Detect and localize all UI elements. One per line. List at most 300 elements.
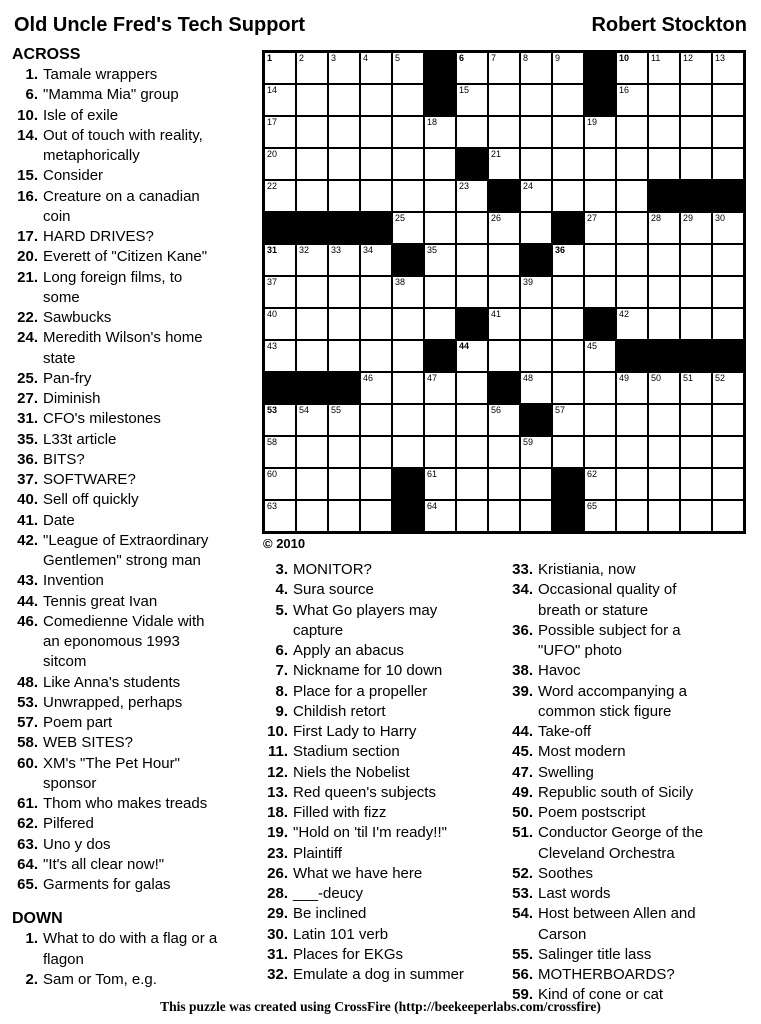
grid-cell[interactable] [329,437,359,467]
grid-cell[interactable] [297,501,327,531]
grid-cell[interactable] [713,117,743,147]
grid-cell[interactable] [457,405,487,435]
grid-cell[interactable] [393,149,423,179]
grid-cell[interactable] [617,117,647,147]
grid-cell[interactable] [585,405,615,435]
grid-cell[interactable] [329,309,359,339]
clue-text: SOFTWARE? [43,471,136,488]
grid-cell[interactable] [361,277,391,307]
grid-cell[interactable] [553,437,583,467]
across-clue-item [12,65,227,85]
grid-cell[interactable] [681,373,711,403]
grid-cell[interactable] [681,309,711,339]
grid-cell[interactable] [713,405,743,435]
grid-cell[interactable] [361,117,391,147]
grid-cell[interactable] [617,181,647,211]
grid-cell[interactable] [329,501,359,531]
clue-number: 1. [25,66,38,83]
grid-cell[interactable] [713,245,743,275]
clue-number: 2. [25,970,38,988]
grid-cell[interactable] [713,149,743,179]
grid-cell[interactable] [553,117,583,147]
clue-text: Red queen's subjects [293,783,436,801]
across-clue-item [12,673,227,693]
grid-cell[interactable] [713,85,743,115]
grid-cell[interactable] [361,181,391,211]
grid-cell-black [713,341,743,371]
grid-cell[interactable] [713,53,743,83]
grid-cell-number: 63 [267,501,278,511]
grid-cell[interactable] [713,309,743,339]
grid-cell[interactable] [425,213,455,243]
grid-cell[interactable] [617,53,647,83]
grid-cell[interactable] [489,85,519,115]
grid-cell[interactable] [425,405,455,435]
clue-text: MONITOR? [293,561,372,578]
grid-cell[interactable] [617,149,647,179]
down-clue-item [507,783,722,803]
clue-text: HARD DRIVES? [43,228,154,245]
grid-cell-black [457,309,487,339]
grid-cell[interactable] [329,245,359,275]
grid-cell[interactable] [713,469,743,499]
grid-cell[interactable] [681,277,711,307]
grid-cell[interactable] [681,53,711,83]
grid-cell[interactable] [681,501,711,531]
grid-cell[interactable] [521,213,551,243]
grid-cell-number: 2 [299,53,305,63]
grid-cell[interactable] [681,213,711,243]
grid-cell-black [489,181,519,211]
grid-cell[interactable] [425,501,455,531]
grid-cell[interactable] [585,469,615,499]
grid-cell[interactable] [457,117,487,147]
grid-cell[interactable] [457,341,487,371]
grid-cell[interactable] [489,53,519,83]
across-clue-item [12,490,227,510]
grid-cell[interactable] [489,213,519,243]
grid-cell[interactable] [425,373,455,403]
grid-cell[interactable] [681,437,711,467]
grid-cell[interactable] [489,469,519,499]
clue-number: 37. [17,471,38,488]
grid-cell[interactable] [457,53,487,83]
down-clue-item [507,965,722,985]
clue-text: Plaintiff [293,844,342,862]
grid-cell[interactable] [457,469,487,499]
grid-cell[interactable] [713,277,743,307]
grid-cell[interactable] [649,277,679,307]
grid-cell[interactable] [521,341,551,371]
down-clue-item [507,580,722,621]
grid-cell[interactable] [265,405,295,435]
grid-cell[interactable] [265,437,295,467]
grid-cell[interactable] [297,85,327,115]
clue-number: 36. [17,450,38,468]
clue-number: 9. [275,702,288,720]
grid-cell[interactable] [361,245,391,275]
grid-cell[interactable] [265,501,295,531]
grid-cell-black [713,181,743,211]
grid-cell-black [521,405,551,435]
grid-cell[interactable] [521,85,551,115]
grid-cell[interactable] [265,277,295,307]
grid-cell[interactable] [393,85,423,115]
grid-cell[interactable] [489,437,519,467]
grid-cell[interactable] [649,149,679,179]
grid-cell[interactable] [393,373,423,403]
grid-cell-number: 64 [427,501,438,511]
grid-cell-number: 18 [427,117,438,127]
copyright-notice: © 2010 [263,536,306,551]
grid-cell[interactable] [649,213,679,243]
grid-cell-black [521,245,551,275]
grid-cell-black [553,213,583,243]
grid-cell[interactable] [617,309,647,339]
grid-cell[interactable] [329,117,359,147]
clue-text: Garments for galas [43,876,171,893]
grid-cell[interactable] [489,117,519,147]
down-clue-item [262,661,477,681]
grid-cell[interactable] [553,405,583,435]
grid-cell[interactable] [265,341,295,371]
clue-number: 31. [267,945,288,963]
grid-cell[interactable] [649,85,679,115]
clue-number: 10. [17,106,38,124]
grid-cell[interactable] [297,277,327,307]
grid-cell[interactable] [329,277,359,307]
grid-cell[interactable] [393,437,423,467]
grid-cell[interactable] [649,437,679,467]
clue-number: 27. [17,390,38,407]
grid-cell[interactable] [297,437,327,467]
grid-cell[interactable] [361,405,391,435]
clue-text: Kind of cone or cat [538,986,664,1004]
grid-cell[interactable] [425,437,455,467]
grid-cell[interactable] [713,373,743,403]
grid-cell[interactable] [553,277,583,307]
grid-cell[interactable] [713,213,743,243]
grid-cell[interactable] [265,85,295,115]
grid-cell[interactable] [361,469,391,499]
grid-cell[interactable] [489,149,519,179]
grid-cell[interactable] [297,469,327,499]
clue-number: 21. [17,268,38,286]
grid-cell[interactable] [521,501,551,531]
grid-cell[interactable] [649,373,679,403]
grid-cell[interactable] [617,85,647,115]
down-clue-item [262,945,477,965]
grid-cell-number: 46 [363,373,374,383]
clue-text: Poem postscript [538,804,646,821]
grid-cell[interactable] [713,501,743,531]
grid-cell[interactable] [329,53,359,83]
grid-cell[interactable] [521,117,551,147]
grid-cell[interactable] [329,149,359,179]
across-clue-item [12,328,227,369]
down-clue-item [507,864,722,884]
down-clue-item [262,803,477,823]
grid-cell[interactable] [585,213,615,243]
clue-number: 8. [275,682,288,700]
grid-cell[interactable] [553,85,583,115]
clue-number: 16. [17,187,38,205]
down-clue-item [507,560,722,580]
grid-cell-number: 49 [619,373,630,383]
grid-cell[interactable] [585,181,615,211]
grid-cell[interactable] [425,277,455,307]
grid-cell[interactable] [553,53,583,83]
grid-cell[interactable] [521,373,551,403]
grid-cell[interactable] [329,85,359,115]
grid-cell[interactable] [329,341,359,371]
grid-cell[interactable] [585,341,615,371]
grid-cell[interactable] [457,501,487,531]
grid-cell[interactable] [681,85,711,115]
grid-cell-number: 53 [267,405,278,415]
across-clue-item [12,733,227,753]
grid-cell[interactable] [361,309,391,339]
grid-cell[interactable] [393,53,423,83]
grid-cell[interactable] [681,405,711,435]
grid-cell[interactable] [489,341,519,371]
grid-cell[interactable] [617,501,647,531]
grid-cell[interactable] [649,53,679,83]
grid-cell[interactable] [393,341,423,371]
grid-cell[interactable] [265,149,295,179]
grid-cell[interactable] [329,181,359,211]
grid-cell[interactable] [489,245,519,275]
grid-cell[interactable] [297,53,327,83]
grid-cell[interactable] [361,373,391,403]
grid-cell-number: 25 [395,213,406,223]
grid-cell[interactable] [585,149,615,179]
grid-cell[interactable] [265,117,295,147]
grid-cell[interactable] [585,117,615,147]
grid-cell-black [265,213,295,243]
clue-text: BITS? [43,450,85,468]
grid-cell[interactable] [425,309,455,339]
grid-cell[interactable] [617,437,647,467]
down-clue-item [262,580,477,600]
grid-cell[interactable] [457,245,487,275]
grid-cell[interactable] [265,181,295,211]
clue-number: 10. [267,723,288,740]
grid-cell[interactable] [361,437,391,467]
clue-text: Unwrapped, perhaps [43,693,183,711]
clue-text: Poem part [43,714,113,731]
grid-cell-number: 42 [619,309,630,319]
clue-text: Havoc [538,662,581,680]
grid-cell[interactable] [681,469,711,499]
clue-text: Pilfered [43,815,94,833]
grid-cell[interactable] [617,373,647,403]
grid-cell[interactable] [457,373,487,403]
grid-cell-black [617,341,647,371]
grid-cell[interactable] [489,501,519,531]
grid-cell[interactable] [329,405,359,435]
grid-cell[interactable] [681,149,711,179]
grid-cell[interactable] [425,181,455,211]
clue-number: 49. [512,783,533,801]
grid-cell[interactable] [521,437,551,467]
grid-cell[interactable] [265,53,295,83]
grid-cell-number: 11 [651,53,661,63]
grid-cell[interactable] [265,309,295,339]
across-clue-item [12,693,227,713]
clue-number: 56. [512,966,533,983]
grid-cell[interactable] [361,501,391,531]
grid-cell[interactable] [521,469,551,499]
down-clue-list-left [12,929,227,990]
grid-cell[interactable] [361,341,391,371]
grid-cell-black [489,373,519,403]
grid-cell[interactable] [457,213,487,243]
grid-cell-number: 9 [555,53,561,63]
grid-cell[interactable] [585,501,615,531]
grid-cell[interactable] [297,245,327,275]
clue-text: Long foreign films, to some [43,268,183,306]
clue-number: 43. [17,572,38,590]
clue-text: "Hold on 'til I'm ready!!" [293,824,447,842]
down-clue-item [262,965,477,985]
clue-number: 59. [512,986,533,1004]
grid-cell[interactable] [393,117,423,147]
across-clue-item [12,389,227,409]
grid-cell-number: 36 [555,245,566,255]
grid-cell[interactable] [425,245,455,275]
grid-cell-number: 57 [555,405,566,415]
grid-cell[interactable] [425,469,455,499]
grid-cell[interactable] [393,213,423,243]
clue-text: Isle of exile [43,106,119,124]
grid-cell[interactable] [585,245,615,275]
grid-cell[interactable] [521,181,551,211]
across-clue-item [12,227,227,247]
grid-cell[interactable] [425,149,455,179]
grid-cell-number: 45 [587,341,598,351]
grid-cell[interactable] [649,501,679,531]
grid-cell[interactable] [361,85,391,115]
grid-cell-black [585,85,615,115]
grid-cell-number: 50 [651,373,662,383]
grid-cell[interactable] [489,277,519,307]
grid-cell[interactable] [649,469,679,499]
grid-cell[interactable] [297,181,327,211]
grid-cell[interactable] [457,277,487,307]
grid-cell[interactable] [585,373,615,403]
across-clue-item [12,430,227,450]
clue-text: Be inclined [293,905,367,923]
grid-cell[interactable] [553,245,583,275]
grid-cell[interactable] [617,277,647,307]
grid-cell[interactable] [617,245,647,275]
grid-cell[interactable] [393,405,423,435]
grid-cell[interactable] [553,149,583,179]
grid-cell[interactable] [553,309,583,339]
grid-cell[interactable] [521,53,551,83]
clue-text: Pan-fry [43,369,92,387]
grid-cell[interactable] [585,437,615,467]
grid-cell[interactable] [393,309,423,339]
clue-number: 50. [512,804,533,821]
down-clue-item [12,929,227,970]
clue-number: 29. [267,905,288,923]
grid-cell[interactable] [265,245,295,275]
across-clue-item [12,126,227,167]
grid-cell[interactable] [361,149,391,179]
grid-cell[interactable] [297,149,327,179]
grid-cell[interactable] [617,469,647,499]
grid-cell[interactable] [393,277,423,307]
clue-number: 20. [17,248,38,266]
grid-cell[interactable] [617,213,647,243]
grid-cell[interactable] [649,405,679,435]
grid-cell[interactable] [681,245,711,275]
clue-number: 26. [267,864,288,882]
grid-cell[interactable] [521,149,551,179]
grid-cell[interactable] [457,181,487,211]
down-clue-item [262,763,477,783]
clue-number: 11. [267,743,288,761]
clue-number: 63. [17,835,38,853]
down-clue-item [507,621,722,662]
grid-cell[interactable] [553,181,583,211]
grid-cell[interactable] [457,437,487,467]
grid-cell-number: 54 [299,405,310,415]
grid-cell[interactable] [489,309,519,339]
grid-cell[interactable] [265,469,295,499]
clue-text: Invention [43,572,104,590]
grid-cell[interactable] [553,341,583,371]
down-clue-item [262,682,477,702]
grid-cell[interactable] [489,405,519,435]
down-clue-item [262,904,477,924]
grid-cell[interactable] [297,341,327,371]
grid-cell[interactable] [361,53,391,83]
grid-cell[interactable] [297,309,327,339]
grid-cell[interactable] [553,373,583,403]
grid-cell-black [681,181,711,211]
grid-cell[interactable] [585,277,615,307]
grid-cell[interactable] [329,469,359,499]
grid-cell[interactable] [297,117,327,147]
across-clue-item [12,450,227,470]
clue-text: Comedienne Vidale with an eponomous 1993 sitcom [43,612,205,671]
grid-cell[interactable] [425,117,455,147]
grid-cell[interactable] [713,437,743,467]
across-clue-item [12,592,227,612]
clue-number: 17. [17,228,38,245]
grid-cell-number: 6 [459,53,465,63]
grid-cell[interactable] [617,405,647,435]
grid-cell-number: 20 [267,149,278,159]
grid-cell[interactable] [393,181,423,211]
grid-cell[interactable] [649,309,679,339]
grid-cell[interactable] [681,117,711,147]
grid-cell[interactable] [649,117,679,147]
down-clue-item [507,682,722,723]
grid-cell[interactable] [649,245,679,275]
grid-cell[interactable] [521,277,551,307]
grid-cell[interactable] [521,309,551,339]
grid-cell[interactable] [457,85,487,115]
across-clue-item [12,106,227,126]
down-clue-item [507,823,722,864]
grid-cell[interactable] [297,405,327,435]
across-clue-item [12,835,227,855]
down-clue-item [262,783,477,803]
